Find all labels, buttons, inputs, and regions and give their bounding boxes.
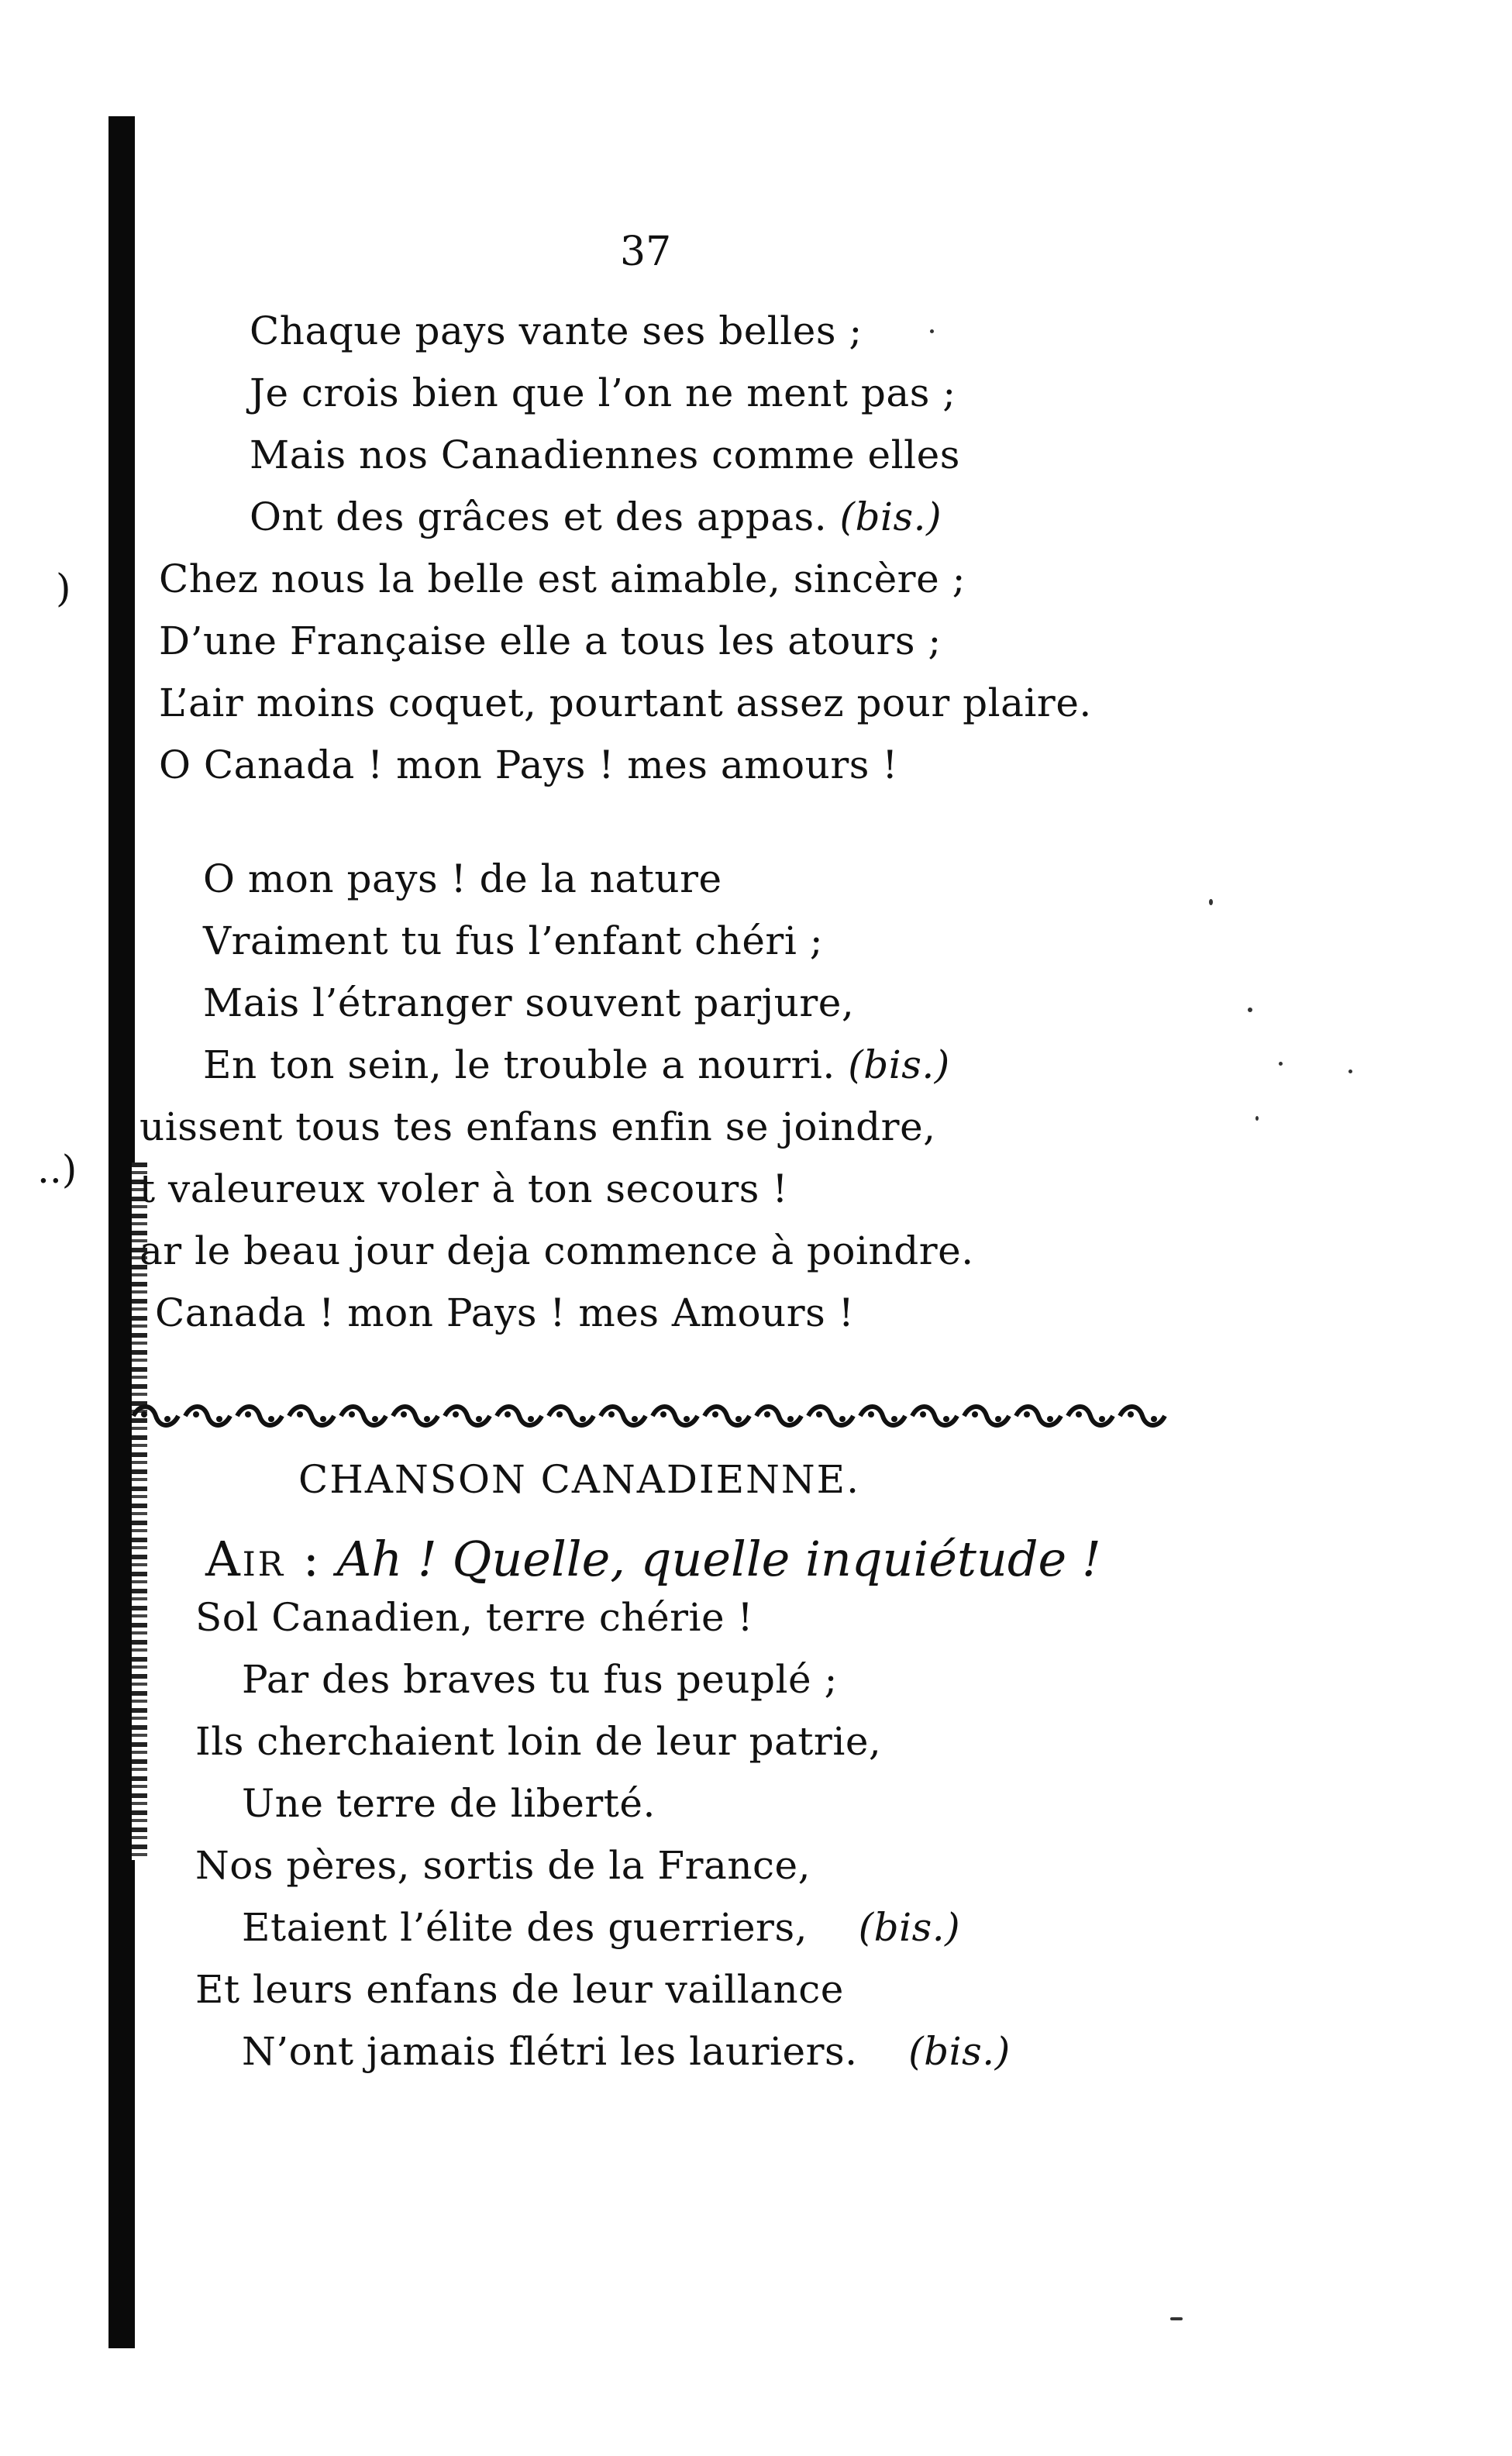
ink-speck <box>1279 1062 1283 1066</box>
bis-marker: (bis.) <box>839 494 942 539</box>
verse-line: L’air moins coquet, pourtant assez pour plaire. <box>159 680 1092 725</box>
margin-mark: ..) <box>37 1147 77 1192</box>
air-line <box>205 1531 1101 1587</box>
ink-speck <box>930 329 934 333</box>
ink-speck <box>1348 1070 1352 1073</box>
verse-line: Par des braves tu fus peuplé ; <box>242 1657 838 1702</box>
verse-line: Une terre de liberté. <box>242 1781 656 1826</box>
page-number: 37 <box>620 229 672 275</box>
verse-line: Mais l’étranger souvent parjure, <box>203 980 855 1025</box>
ink-speck <box>1248 1008 1252 1012</box>
ink-speck <box>1170 2317 1183 2320</box>
verse-line: Chaque pays vante ses belles ; <box>250 308 863 353</box>
verse-line: D’une Française elle a tous les atours ; <box>159 618 942 663</box>
air-label: Air : <box>205 1531 322 1587</box>
verse-line: Etaient l’élite des guerriers, (bis.) <box>242 1905 961 1950</box>
verse-line: uissent tous tes enfans enfin se joindre, <box>139 1104 936 1149</box>
verse-line: Ont des grâces et des appas. (bis.) <box>250 494 942 539</box>
ink-speck <box>1255 1116 1259 1121</box>
verse-line: N’ont jamais flétri les lauriers. (bis.) <box>242 2029 1011 2074</box>
verse-line: Et leurs enfans de leur vaillance <box>195 1967 844 2012</box>
bis-marker: (bis.) <box>848 1042 950 1087</box>
ornamental-rule <box>130 1399 1169 1433</box>
verse-line: Ils cherchaient loin de leur patrie, <box>195 1719 882 1764</box>
bis-marker: (bis.) <box>908 2029 1011 2074</box>
verse-line: O mon pays ! de la nature <box>203 856 722 901</box>
verse-line: Chez nous la belle est aimable, sincère ; <box>159 556 966 601</box>
verse-line: Vraiment tu fus l’enfant chéri ; <box>203 918 824 963</box>
air-title: Ah ! Quelle, quelle inquiétude ! <box>336 1531 1101 1587</box>
ink-speck <box>1209 899 1213 905</box>
bis-marker: (bis.) <box>858 1905 961 1950</box>
verse-line: Je crois bien que l’on ne ment pas ; <box>250 370 956 415</box>
verse-line: ar le beau jour deja commence à poindre. <box>139 1228 974 1273</box>
verse-line: Sol Canadien, terre chérie ! <box>195 1595 754 1640</box>
binding-edge <box>108 116 135 2348</box>
margin-mark: ) <box>56 566 71 611</box>
verse-line: Canada ! mon Pays ! mes Amours ! <box>155 1290 855 1335</box>
verse-line: En ton sein, le trouble a nourri. (bis.) <box>203 1042 950 1087</box>
verse-line: O Canada ! mon Pays ! mes amours ! <box>159 742 898 787</box>
song-heading: CHANSON CANADIENNE. <box>298 1457 861 1502</box>
verse-line: Nos pères, sortis de la France, <box>195 1843 811 1888</box>
verse-line: Mais nos Canadiennes comme elles <box>250 432 960 477</box>
verse-line: t valeureux voler à ton secours ! <box>139 1166 788 1211</box>
